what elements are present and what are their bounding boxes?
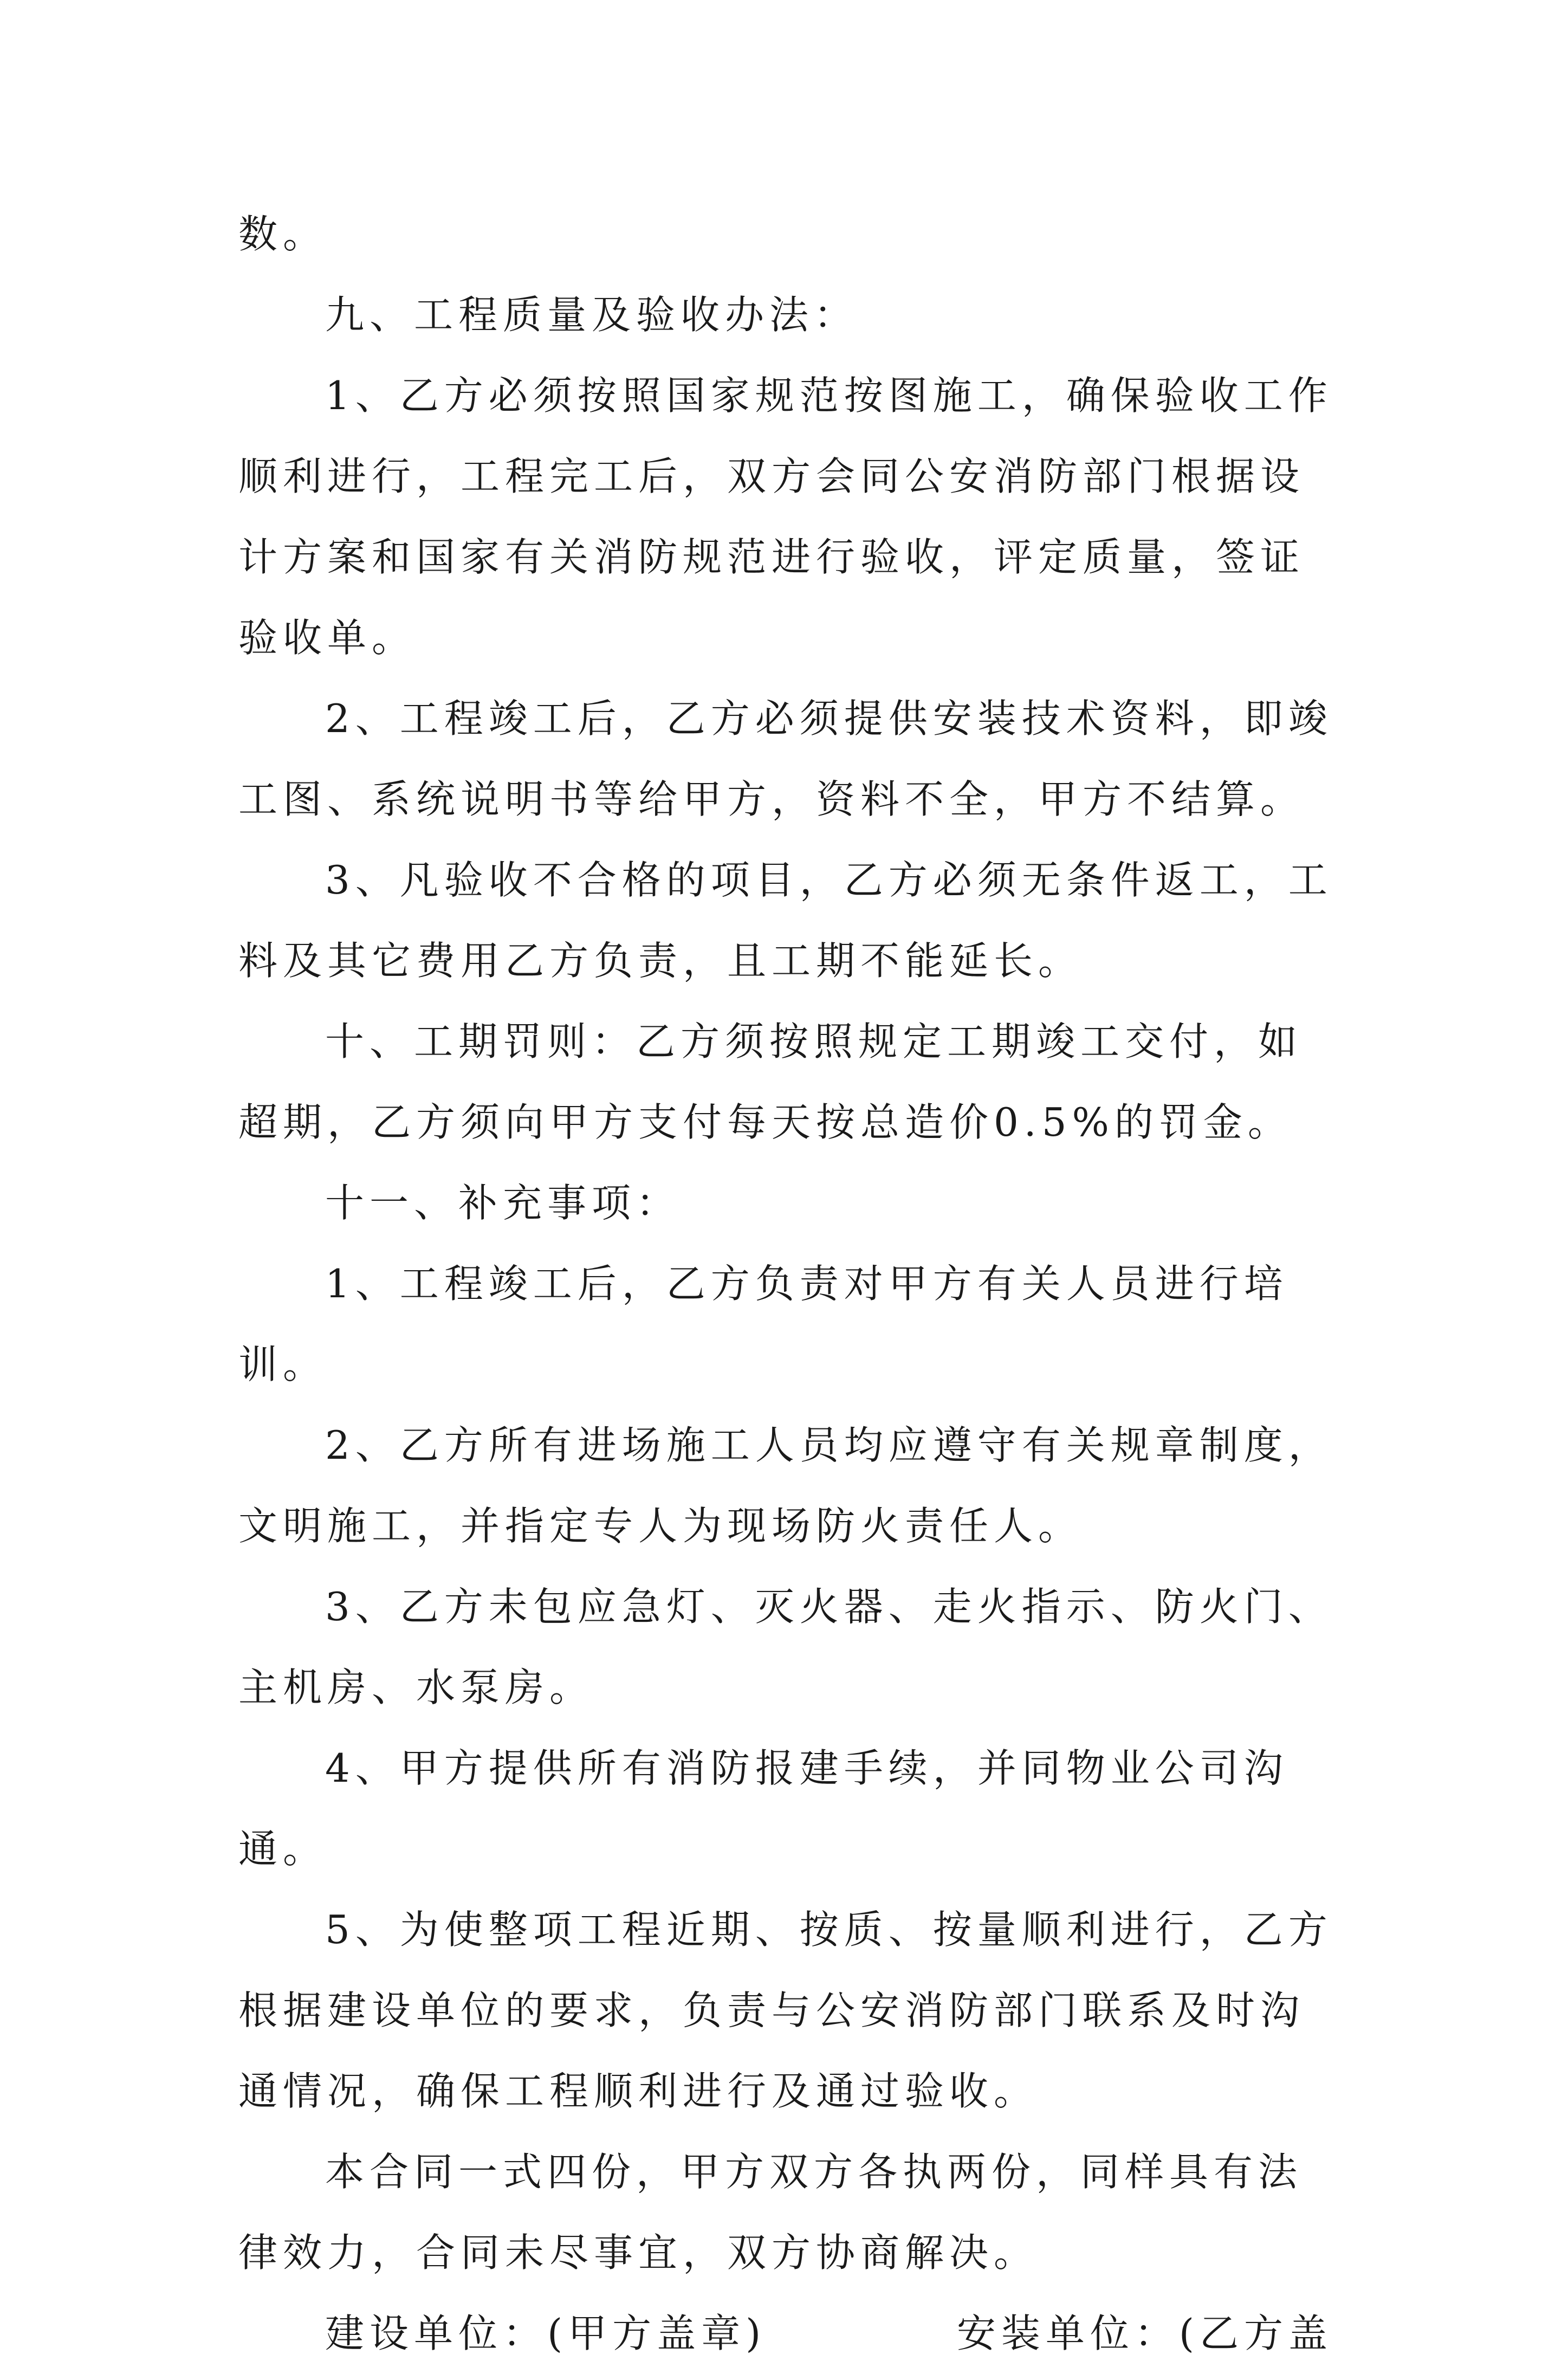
signature-party-a: 建设单位：(甲方盖章) bbox=[325, 2311, 767, 2356]
clause-supplementary-5: 5、为使整项工程近期、按质、按量顺利进行，乙方根据建设单位的要求，负责与公安消防部门联系及时沟通情况，确保工程顺利进行及通过验收。 bbox=[238, 1907, 1333, 2114]
clause-quality-2: 2、工程竣工后，乙方必须提供安装技术资料，即竣工图、系统说明书等给甲方，资料不全，甲方不结算。 bbox=[238, 696, 1333, 822]
signature-row bbox=[238, 2293, 1333, 2374]
clause-supplementary-3: 3、乙方未包应急灯、灭火器、走火指示、防火门、主机房、水泵房。 bbox=[238, 1584, 1333, 1710]
clause-quality-3: 3、凡验收不合格的项目，乙方必须无条件返工，工料及其它费用乙方负责，且工期不能延长。 bbox=[238, 857, 1333, 984]
section-heading-quality: 九、工程质量及验收办法： bbox=[325, 292, 859, 338]
clause-quality-1: 1、乙方必须按照国家规范按图施工，确保验收工作顺利进行，工程完工后，双方会同公安消防部门根据设计方案和国家有关消防规范进行验收，评定质量，签证验收单。 bbox=[238, 373, 1333, 661]
clause-supplementary-1: 1、工程竣工后，乙方负责对甲方有关人员进行培训。 bbox=[238, 1261, 1288, 1387]
clause-supplementary-4: 4、甲方提供所有消防报建手续，并同物业公司沟通。 bbox=[238, 1745, 1288, 1872]
closing-statement: 本合同一式四份，甲方双方各执两份，同样具有法律效力，合同未尽事宜，双方协商解决。 bbox=[238, 2149, 1303, 2275]
section-penalty: 十、工期罚则：乙方须按照规定工期竣工交付，如超期，乙方须向甲方支付每天按总造价0.5%的罚金。 bbox=[238, 1019, 1303, 1145]
paragraph-continuation: 数。 bbox=[238, 211, 328, 257]
contract-body bbox=[238, 194, 1333, 2374]
section-heading-supplementary: 十一、补充事项： bbox=[325, 1180, 681, 1226]
clause-supplementary-2: 2、乙方所有进场施工人员均应遵守有关规章制度，文明施工，并指定专人为现场防火责任人。 bbox=[238, 1422, 1333, 1549]
signature-party-b: 安装单位：(乙方盖 bbox=[956, 2311, 1333, 2356]
